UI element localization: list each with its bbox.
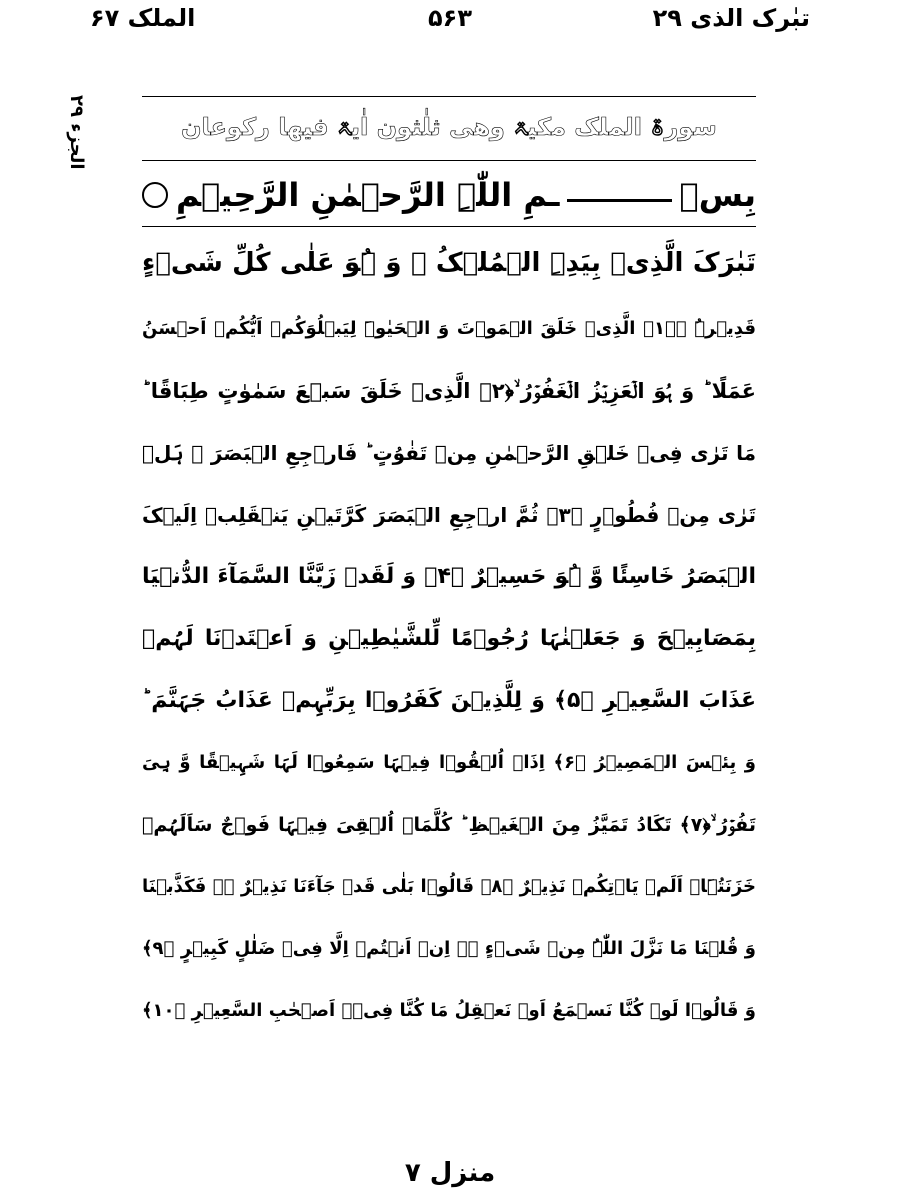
manzil-marker: منزل ۷ <box>404 1158 496 1188</box>
verse-line: مَا تَرٰی فِیۡ خَلۡقِ الرَّحۡمٰنِ مِنۡ تَفٰوُتٍ ؕ فَارۡجِعِ الۡبَصَرَ ۙ ہَلۡ <box>142 441 756 465</box>
verse-line: بِمَصَابِیۡحَ وَ جَعَلۡنٰہَا رُجُوۡمًا لِّلشَّیٰطِیۡنِ وَ اَعۡتَدۡنَا لَہُمۡ <box>142 626 756 651</box>
verse-line: وَ بِئۡسَ الۡمَصِیۡرُ ﴿۶﴾ اِذَاۤ اُلۡقُوۡا فِیۡہَا سَمِعُوۡا لَہَا شَہِیۡقًا وَّ ہِیَ <box>142 752 756 773</box>
verse-text-block <box>142 228 756 1042</box>
verse-line: عَذَابَ السَّعِیۡرِ ﴿۵﴾ وَ لِلَّذِیۡنَ کَفَرُوۡا بِرَبِّہِمۡ عَذَابُ جَہَنَّمَ ؕ <box>142 688 756 713</box>
header-juz-name: تبٰرک الذی ۲۹ <box>652 4 810 32</box>
basmala-end-circle <box>142 182 168 208</box>
verse-line: الۡبَصَرُ خَاسِئًا وَّ ہُوَ حَسِیۡرٌ ﴿۴﴾ وَ لَقَدۡ زَیَّنَّا السَّمَآءَ الدُّنۡیَا <box>142 564 756 589</box>
basmala-kashida <box>567 199 671 202</box>
surah-heading-box <box>142 96 756 158</box>
header-surah-name: الملک ۶۷ <box>90 4 196 32</box>
verse-line: تَفُوۡرُ ۙ﴿۷﴾ تَکَادُ تَمَیَّزُ مِنَ الۡغَیۡظِ ؕ کُلَّمَاۤ اُلۡقِیَ فِیۡہَا فَوۡجٌ سَاَلَہُمۡ <box>142 814 756 836</box>
verse-line: قَدِیۡرُۨ ۙ﴿۱﴾ الَّذِیۡ خَلَقَ الۡمَوۡتَ وَ الۡحَیٰوۃَ لِیَبۡلُوَکُمۡ اَیُّکُمۡ اَحۡسَنُ <box>142 318 756 339</box>
page-number: ۵۶۳ <box>428 4 472 32</box>
verse-line: خَزَنَتُہَاۤ اَلَمۡ یَاۡتِکُمۡ نَذِیۡرٌ ﴿۸﴾ قَالُوۡا بَلٰی قَدۡ جَآءَنَا نَذِیۡرٌ ۬ۙ فَکَذَّبۡنَا <box>142 876 756 897</box>
juz-margin-label: الجزء ۲۹ <box>66 95 87 170</box>
verse-line: تَبٰرَکَ الَّذِیۡ بِیَدِہِ الۡمُلۡکُ ۫ وَ ہُوَ عَلٰی کُلِّ شَیۡءٍ <box>142 248 756 278</box>
basmala-start: بِسۡ <box>679 176 756 214</box>
heading-bottom-rule <box>142 160 756 161</box>
surah-heading: سورۃ الملک مکیۃ وھی ثلٰثون اٰیۃ فیھا رکوعان <box>181 113 717 141</box>
basmala <box>142 166 756 224</box>
verse-line: وَ قَالُوۡا لَوۡ کُنَّا نَسۡمَعُ اَوۡ نَعۡقِلُ مَا کُنَّا فِیۡۤ اَصۡحٰبِ السَّعِیۡرِ ﴿۱۰﴾ <box>142 1000 756 1021</box>
basmala-bottom-rule <box>142 226 756 227</box>
verse-line: تَرٰی مِنۡ فُطُوۡرٍ ﴿۳﴾ ثُمَّ ارۡجِعِ الۡبَصَرَ کَرَّتَیۡنِ یَنۡقَلِبۡ اِلَیۡکَ <box>142 503 756 527</box>
verse-line: عَمَلًا ؕ وَ ہُوَ الۡعَزِیۡزُ الۡغَفُوۡرُ ۙ﴿۲﴾ الَّذِیۡ خَلَقَ سَبۡعَ سَمٰوٰتٍ طِبَاقًا ؕ <box>142 379 756 403</box>
verse-line: وَ قُلۡنَا مَا نَزَّلَ اللّٰہُ مِنۡ شَیۡءٍ ۚۖ اِنۡ اَنۡتُمۡ اِلَّا فِیۡ ضَلٰلٍ کَبِیۡرٍ ﴿۹﴾ <box>142 938 756 959</box>
basmala-text: ـمِ اللّٰہِ الرَّحۡمٰنِ الرَّحِیۡمِ <box>176 176 560 214</box>
